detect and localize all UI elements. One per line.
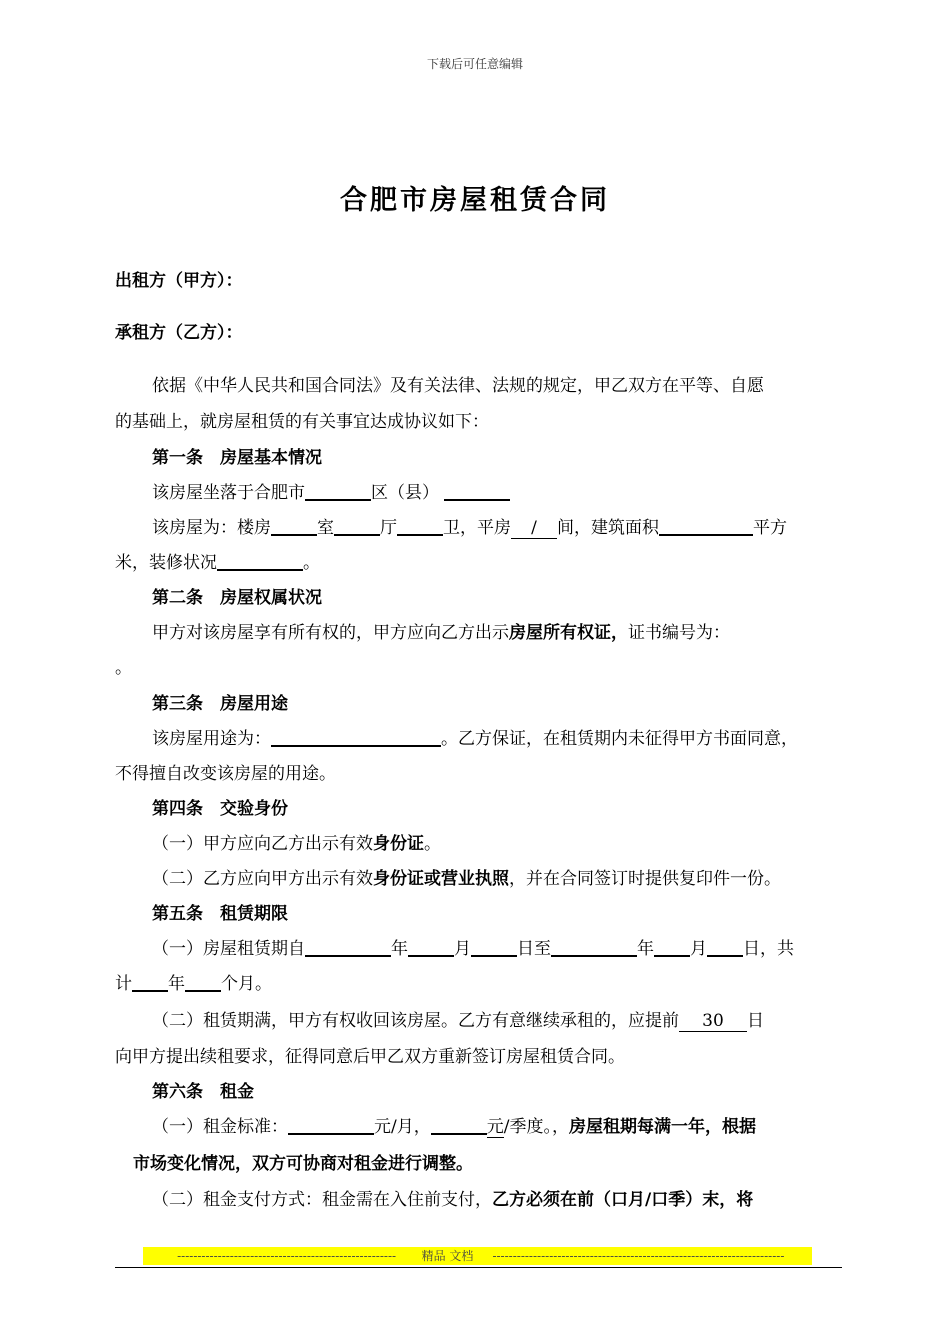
article-4-item-1: （一）甲方应向乙方出示有效身份证。 bbox=[152, 834, 441, 854]
article-1-decoration: 米，装修状况 。 bbox=[115, 553, 320, 573]
notice-days-value: 30 bbox=[679, 1011, 747, 1032]
start-year-blank bbox=[305, 937, 391, 957]
article-2-heading: 第二条 房屋权属状况 bbox=[152, 588, 322, 608]
party-a-label: 出租方（甲方）： bbox=[115, 271, 243, 291]
baths-blank bbox=[397, 516, 443, 536]
article-6-payment: （二）租金支付方式：租金需在入住前支付，乙方必须在前（口月/口季）末，将 bbox=[152, 1190, 754, 1210]
article-5-renewal-line-2: 向甲方提出续租要求，征得同意后甲乙双方重新签订房屋租赁合同。 bbox=[115, 1047, 625, 1067]
article-4-heading: 第四条 交验身份 bbox=[152, 799, 288, 819]
article-5-renewal-line: （二）租赁期满，甲方有权收回该房屋。乙方有意继续承租的，应提前 30 日 bbox=[152, 1011, 764, 1031]
rooms-blank bbox=[271, 516, 317, 536]
document-title: 合肥市房屋租赁合同 bbox=[340, 185, 610, 216]
end-day-blank bbox=[707, 937, 743, 957]
article-3-line-1: 该房屋用途为： 。乙方保证，在租赁期内未征得甲方书面同意， bbox=[152, 729, 798, 749]
article-5-heading: 第五条 租赁期限 bbox=[152, 904, 288, 924]
article-6-heading: 第六条 租金 bbox=[152, 1082, 254, 1102]
intro-line-2: 的基础上，就房屋租赁的有关事宜达成协议如下： bbox=[115, 412, 489, 432]
footer-banner: ------------------------------------------------------ 精品 文档 ------------------------------------------------------------------------ bbox=[143, 1247, 812, 1265]
article-4-item-2: （二）乙方应向甲方出示有效身份证或营业执照，并在合同签订时提供复印件一份。 bbox=[152, 869, 781, 889]
county-blank bbox=[444, 481, 510, 501]
total-years-blank bbox=[132, 972, 168, 992]
article-1-location: 该房屋坐落于合肥市 区（县） bbox=[152, 481, 510, 505]
intro-line-1: 依据《中华人民共和国合同法》及有关法律、法规的规定，甲乙双方在平等、自愿 bbox=[152, 376, 764, 396]
article-1-layout: 该房屋为：楼房 室 厅 卫，平房 / 间，建筑面积 平方 bbox=[152, 518, 787, 538]
page-header: 下载后可任意编辑 bbox=[426, 57, 523, 71]
total-months-blank bbox=[185, 972, 221, 992]
article-2-line-2: 。 bbox=[115, 658, 132, 678]
article-3-line-2: 不得擅自改变该房屋的用途。 bbox=[115, 764, 336, 784]
article-1-heading: 第一条 房屋基本情况 bbox=[152, 448, 322, 468]
article-3-heading: 第三条 房屋用途 bbox=[152, 694, 288, 714]
bungalow-value: / bbox=[511, 518, 557, 539]
party-b-label: 承租方（乙方）： bbox=[115, 323, 243, 343]
end-month-blank bbox=[654, 937, 690, 957]
usage-blank bbox=[271, 727, 441, 747]
start-day-blank bbox=[471, 937, 517, 957]
decoration-blank bbox=[217, 551, 303, 571]
halls-blank bbox=[334, 516, 380, 536]
footer-label: 精品 文档 bbox=[421, 1249, 474, 1263]
article-5-total-line: 计 年 个月。 bbox=[115, 974, 272, 994]
article-5-term-line: （一）房屋租赁期自 年 月 日至 年 月 日，共 bbox=[152, 939, 794, 959]
end-year-blank bbox=[551, 937, 637, 957]
article-6-rent-standard: （一）租金标准： 元/月， 元/季度。，房屋租期每满一年，根据 bbox=[152, 1117, 756, 1137]
start-month-blank bbox=[408, 937, 454, 957]
article-6-adjustment: 市场变化情况，双方可协商对租金进行调整。 bbox=[133, 1154, 473, 1174]
quarterly-rent-blank bbox=[431, 1115, 487, 1135]
monthly-rent-blank bbox=[288, 1115, 374, 1135]
article-2-line-1: 甲方对该房屋享有所有权的，甲方应向乙方出示房屋所有权证，证书编号为： bbox=[152, 623, 730, 643]
area-blank bbox=[659, 516, 753, 536]
footer-rule bbox=[115, 1267, 842, 1268]
district-blank bbox=[305, 481, 371, 501]
